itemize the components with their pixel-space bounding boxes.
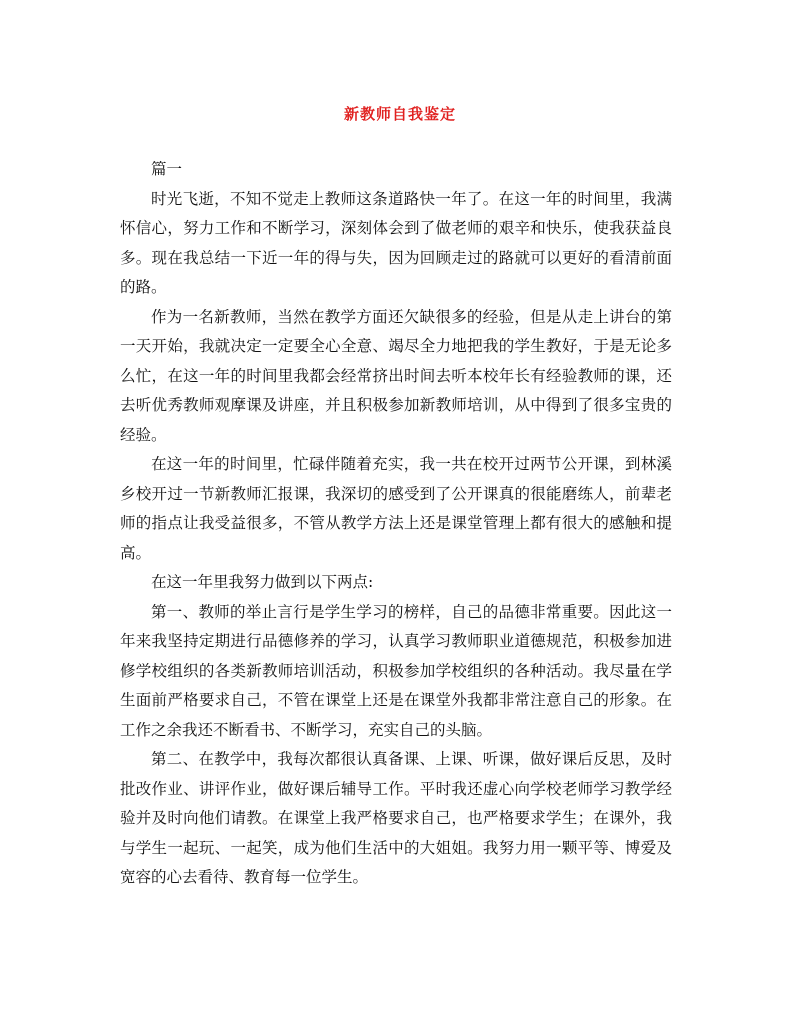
paragraph: 作为一名新教师，当然在教学方面还欠缺很多的经验，但是从走上讲台的第一天开始，我就决定一定要全心全意、竭尽全力地把我的学生教好，于是无论多么忙，在这一年的时间里我都会经常挤出时间去听本校年长有经验教师的课，还去听优秀教师观摩课及讲座，并且积极参加新教师培训，从中得到了很多宝贵的经验。 [120,307,672,444]
document-body [120,155,672,893]
paragraph: 第二、在教学中，我每次都很认真备课、上课、听课，做好课后反思，及时批改作业、讲评作业，做好课后辅导工作。平时我还虚心向学校老师学习教学经验并及时向他们请教。在课堂上我严格要求自己，也严格要求学生；在课外，我与学生一起玩、一起笑，成为他们生活中的大姐姐。我努力用一颗平等、博爱及宽容的心去看待、教育每一位学生。 [120,750,672,886]
paragraph: 在这一年的时间里，忙碌伴随着充实，我一共在校开过两节公开课，到林溪乡校开过一节新教师汇报课，我深切的感受到了公开课真的很能磨练人，前辈老师的指点让我受益很多，不管从教学方法上还是课堂管理上都有很大的感触和提高。 [120,455,672,562]
paragraph: 时光飞逝，不知不觉走上教师这条道路快一年了。在这一年的时间里，我满怀信心，努力工作和不断学习，深刻体会到了做老师的艰辛和快乐，使我获益良多。现在我总结一下近一年的得与失，因为回顾走过的路就可以更好的看清前面的路。 [120,189,672,296]
document-title: 新教师自我鉴定 [343,105,456,123]
paragraph: 第一、教师的举止言行是学生学习的榜样，自己的品德非常重要。因此这一年来我坚持定期进行品德修养的学习，认真学习教师职业道德规范，积极参加进修学校组织的各类新教师培训活动，积极参加学校组织的各种活动。我尽量在学生面前严格要求自己，不管在课堂上还是在课堂外我都非常注意自己的形象。在工作之余我还不断看书、不断学习，充实自己的头脑。 [120,602,672,739]
paragraph: 在这一年里我努力做到以下两点: [151,573,374,591]
section-heading: 篇一 [151,160,183,178]
